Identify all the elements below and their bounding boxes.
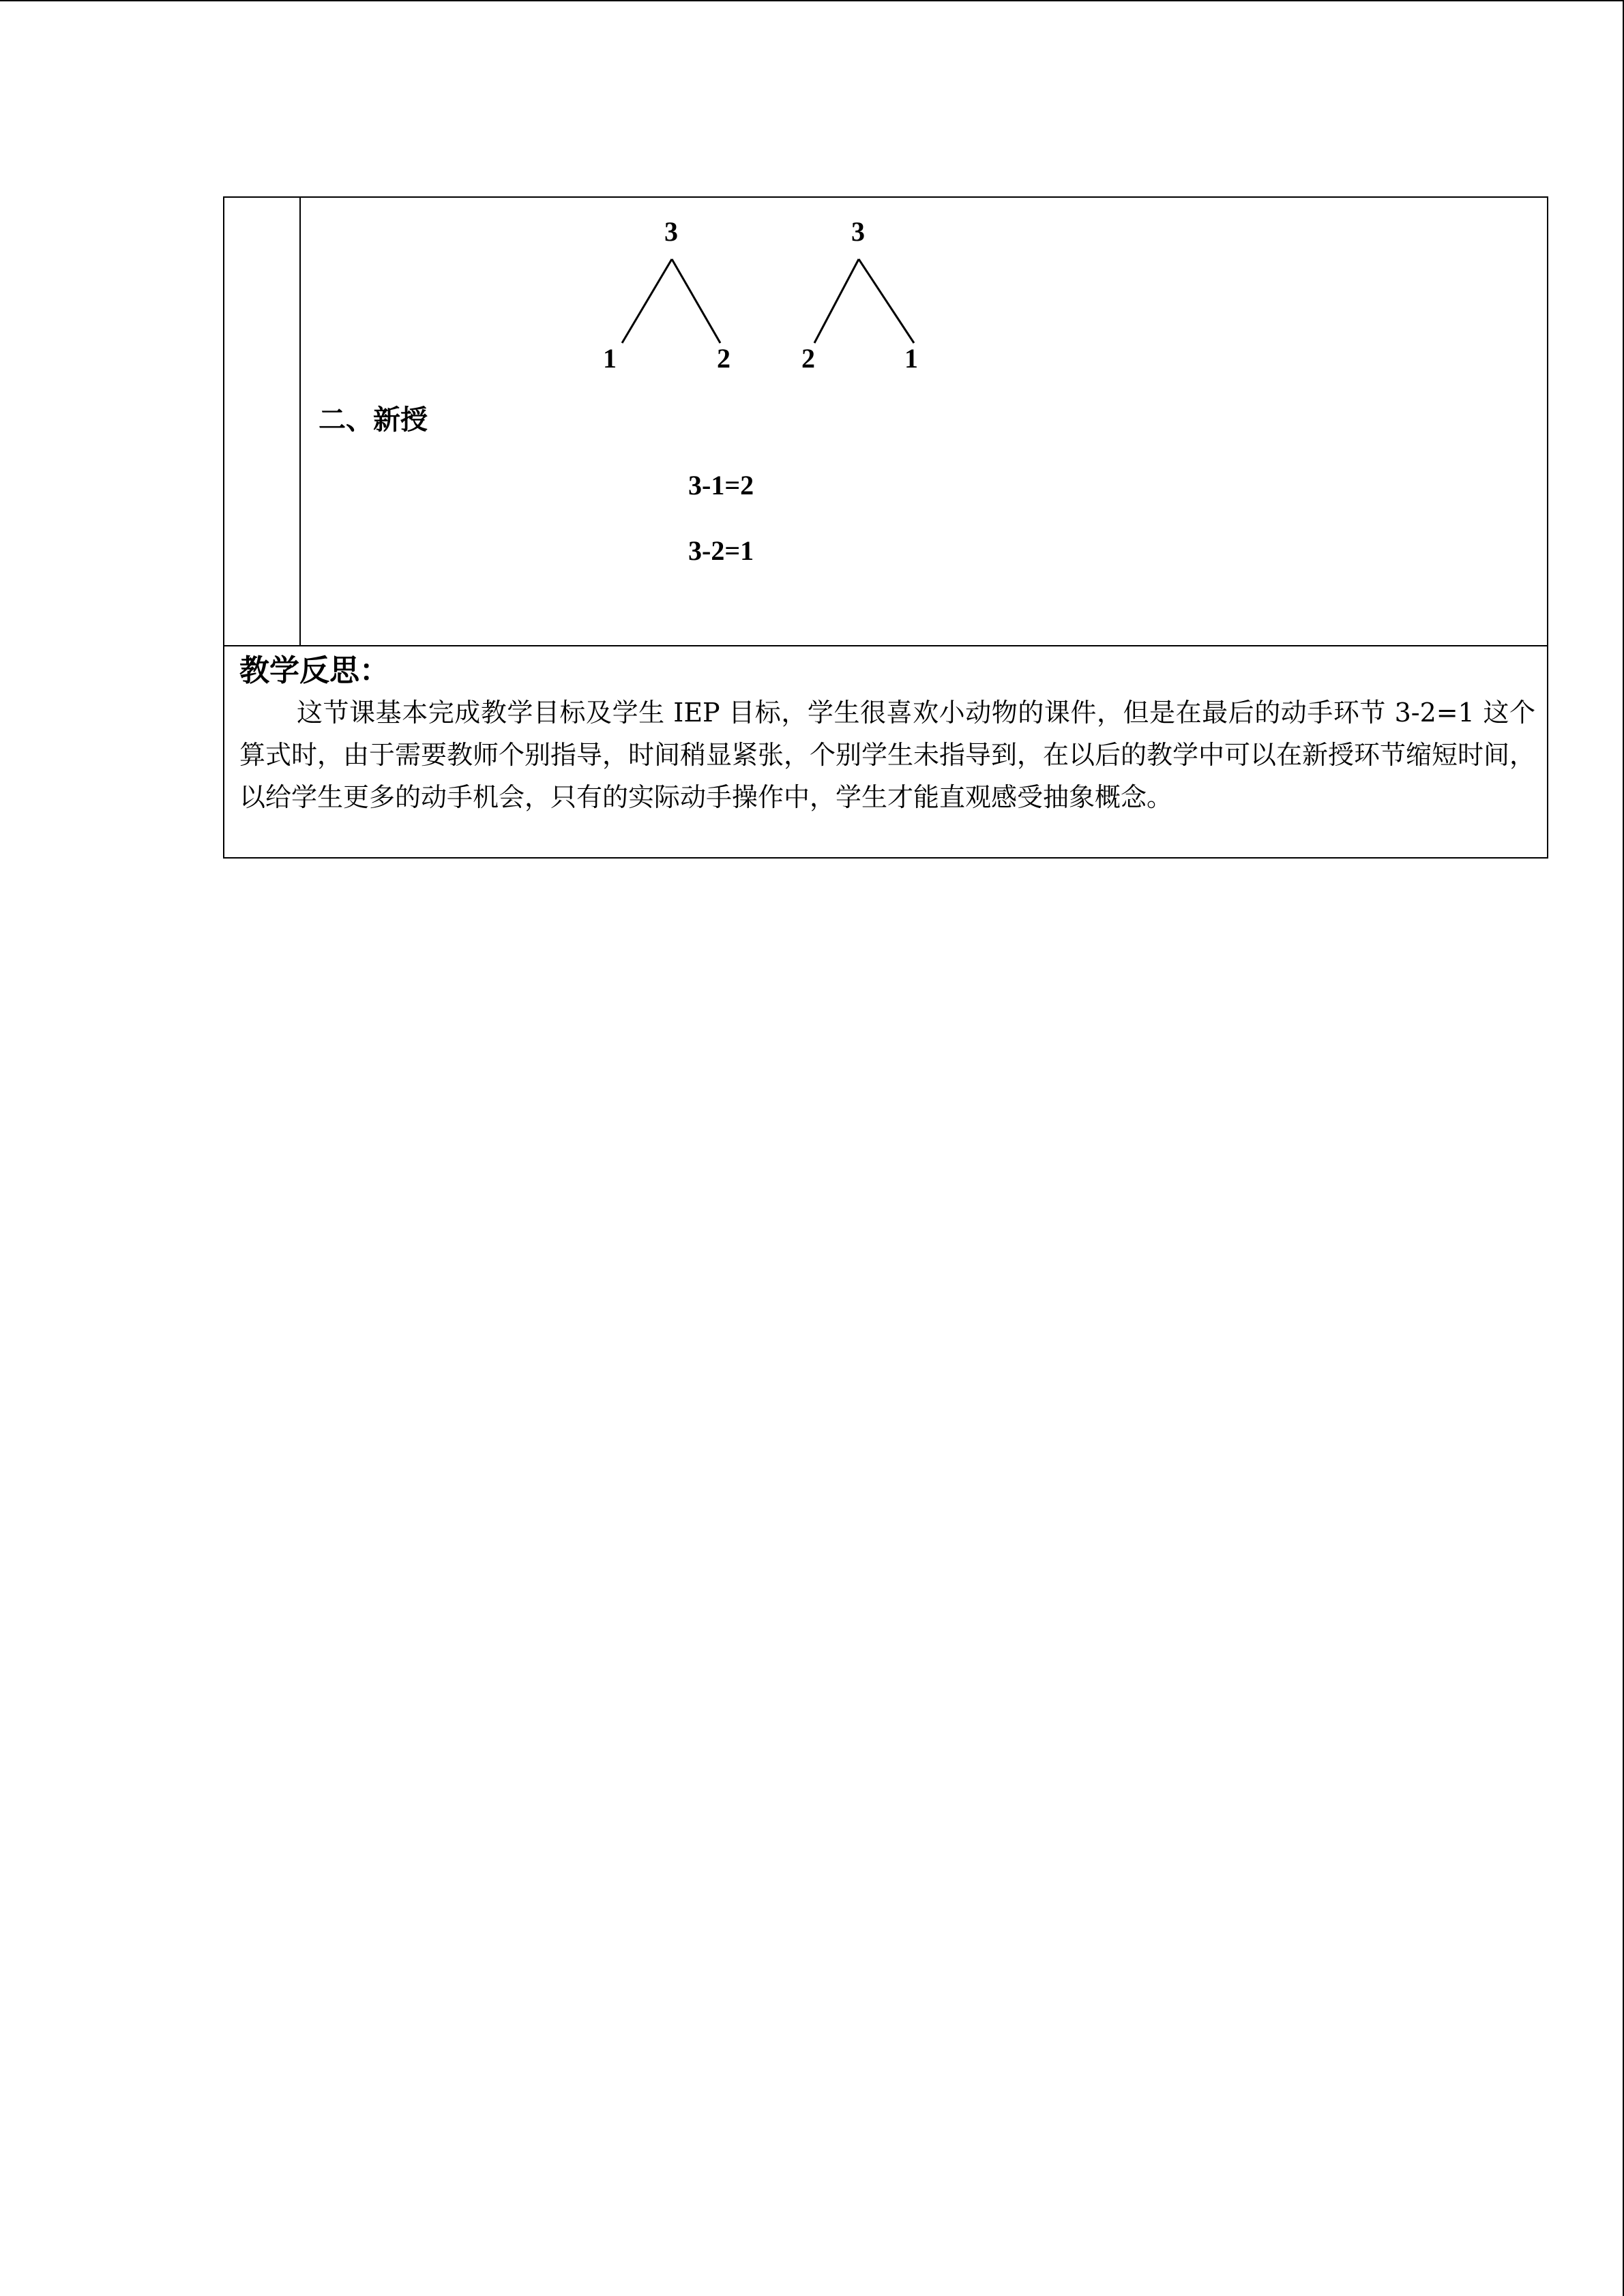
tree-2-right-number: 1 — [904, 343, 918, 374]
tree-2-top-number: 3 — [851, 216, 865, 247]
tree-1-left-number: 1 — [603, 343, 617, 374]
tree-1-right-branch — [672, 259, 720, 343]
tree-1-top-number: 3 — [664, 216, 678, 247]
page-top-border — [0, 0, 1624, 1]
reflection-body: 这节课基本完成教学目标及学生 IEP 目标，学生很喜欢小动物的课件，但是在最后的动手环节 3-2=1 这个算式时，由于需要教师个别指导，时间稍显紧张，个别学生未指导到，在以后的教学中可以在新授环节缩短时间，以给学生更多的动手机会，只有的实际动手操作中，学生才能直观感受抽象概念。 — [239, 698, 1536, 812]
table-row-divider — [224, 645, 1547, 646]
decomposition-tree-1-branches — [622, 259, 720, 343]
tree-1-right-number: 2 — [717, 343, 730, 374]
equation-2: 3-2=1 — [688, 535, 754, 566]
reflection-heading: 教学反思： — [239, 653, 389, 688]
lesson-plan-table — [223, 196, 1548, 859]
decomposition-tree-2-branches — [814, 259, 914, 343]
equation-1: 3-1=2 — [688, 470, 754, 501]
section-heading-new-lesson: 二、新授 — [319, 404, 428, 436]
tree-1-left-branch — [622, 259, 672, 343]
left-label-column — [224, 198, 301, 645]
tree-2-left-number: 2 — [801, 343, 815, 374]
tree-2-right-branch — [859, 259, 914, 343]
tree-2-left-branch — [814, 259, 859, 343]
